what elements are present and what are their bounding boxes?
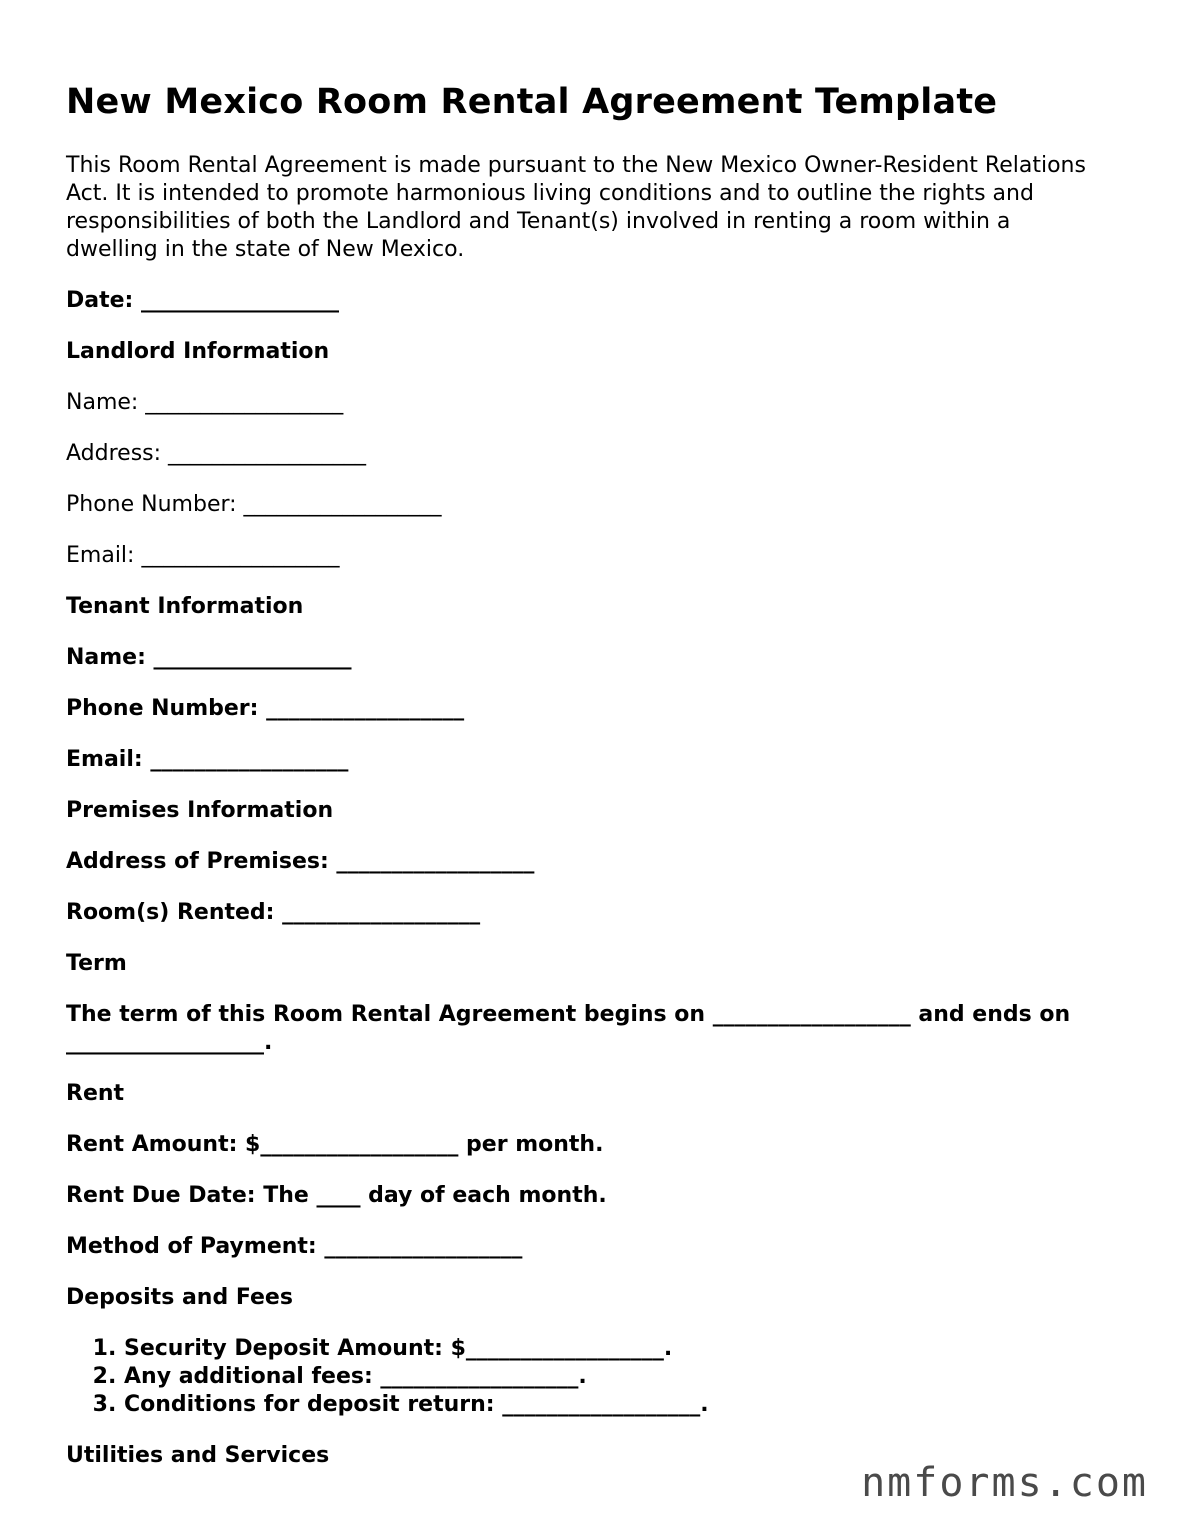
rent-heading: Rent: [66, 1081, 125, 1106]
landlord-email-field: Email: __________________: [66, 543, 340, 568]
tenant-email-field: Email: __________________: [66, 747, 349, 772]
term-heading: Term: [66, 951, 127, 976]
utilities-heading: Utilities and Services: [66, 1443, 330, 1468]
intro-paragraph: This Room Rental Agreement is made pursuant to the New Mexico Owner-Resident Relations Act. It is intended to promote harmonious living conditions and to outline the rights and responsibilities of both the Landlord and Tenant(s) involved in renting a room within a dwelling in the state of New Mexico.: [66, 153, 1086, 262]
landlord-heading: Landlord Information: [66, 339, 330, 364]
premises-address-field: Address of Premises: __________________: [66, 849, 535, 874]
tenant-name-field: Name: __________________: [66, 645, 352, 670]
deposits-list: [66, 1335, 1126, 1419]
landlord-phone-field: Phone Number: __________________: [66, 492, 442, 517]
watermark: nmforms.com: [861, 1460, 1148, 1506]
rooms-rented-field: Room(s) Rented: __________________: [66, 900, 481, 925]
list-item: 2. Any additional fees: __________________.: [124, 1363, 1126, 1391]
rent-amount-field: Rent Amount: $__________________ per month.: [66, 1132, 604, 1157]
tenant-phone-field: Phone Number: __________________: [66, 696, 465, 721]
list-item: 1. Security Deposit Amount: $__________________.: [124, 1335, 1126, 1363]
document-page: [66, 80, 1126, 1470]
landlord-address-field: Address: __________________: [66, 441, 367, 466]
deposits-heading: Deposits and Fees: [66, 1285, 293, 1310]
page-title: New Mexico Room Rental Agreement Template: [66, 82, 998, 122]
payment-method-field: Method of Payment: __________________: [66, 1234, 523, 1259]
rent-due-date-field: Rent Due Date: The ____ day of each month.: [66, 1183, 607, 1208]
date-field: Date: __________________: [66, 288, 340, 313]
landlord-name-field: Name: __________________: [66, 390, 344, 415]
tenant-heading: Tenant Information: [66, 594, 304, 619]
list-item: 3. Conditions for deposit return: __________________.: [124, 1391, 1126, 1419]
premises-heading: Premises Information: [66, 798, 334, 823]
term-text: The term of this Room Rental Agreement begins on __________________ and ends on __________________.: [66, 1002, 1071, 1055]
